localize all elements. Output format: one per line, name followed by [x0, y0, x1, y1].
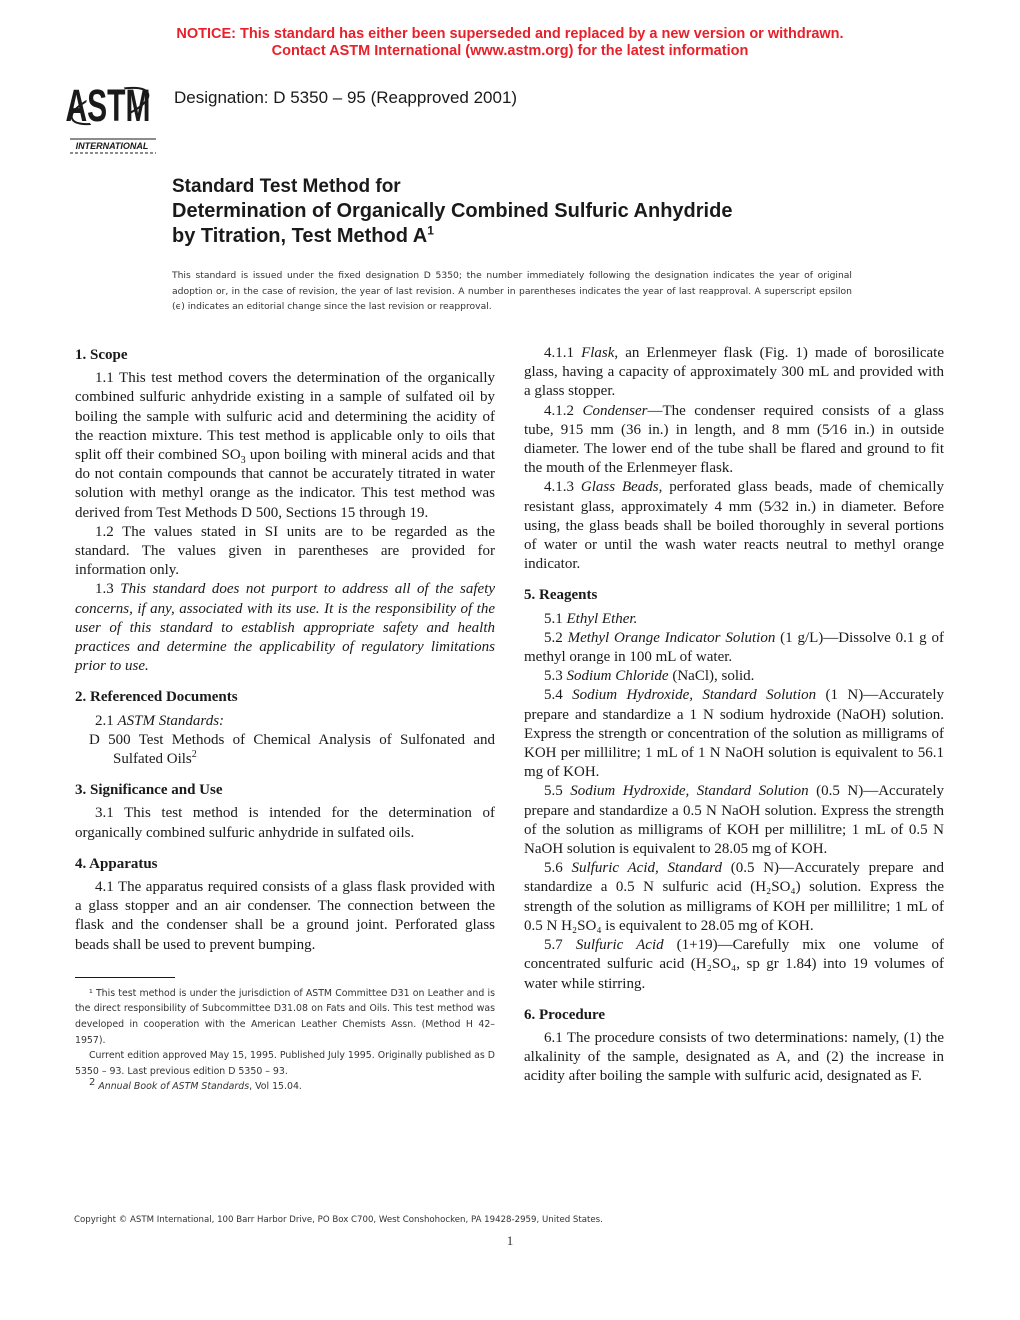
- paragraph-5-5: 5.5 Sodium Hydroxide, Standard Solution (0.5 N)—Accurately prepare and standardize a 0.5 N NaOH solution. Express the strength of the solution as milligrams of KOH per millilitre; 1 mL of 0.5 N NaOH solution is equivalent to 28.05 mg of KOH.: [524, 783, 944, 858]
- astm-logo-icon: [64, 76, 164, 156]
- paragraph-5-2: 5.2 Methyl Orange Indicator Solution (1 g/L)—Dissolve 0.1 g of methyl orange in 100 mL of water.: [524, 629, 944, 666]
- footnote-1-edition: Current edition approved May 15, 1995. Published July 1995. Originally published as D 5350 – 93. Last previous edition D 5350 – 93.: [75, 1050, 495, 1077]
- paragraph-5-7: 5.7 Sulfuric Acid (1+19)—Carefully mix one volume of concentrated sulfuric acid (H₂SO₄, sp gr 1.84) into 19 volumes of water while stirring.: [524, 937, 945, 992]
- document-title: [172, 174, 732, 249]
- notice-line-1: NOTICE: This standard has either been superseded and replaced by a new version or withdrawn.: [176, 26, 844, 42]
- page-number: 1: [506, 1233, 514, 1248]
- paragraph-1-3: 1.3 This standard does not purport to address all of the safety concerns, if any, associated with its use. It is the responsibility of the user of this standard to establish appropriate safety and health practices and determine the applicability of regulatory limitations prior to use.: [75, 581, 496, 675]
- right-column: [524, 344, 944, 1087]
- paragraph-5-1: 5.1 Ethyl Ether.: [544, 610, 638, 627]
- section-heading-scope: 1. Scope: [75, 347, 128, 363]
- paragraph-1-1: 1.1 This test method covers the determination of the organically combined sulfuric anhydride existing in a sample of sulfated oil by boiling the sample with sulfuric acid and determining the acidity of the reaction mixture. This test method is applicable only to oils that split off their combined $SO_3$ upon boiling with mineral acids and that do not contain compounds that cannot be accurately titrated in water solution with methyl orange as the indicator. This test method was derived from Test Methods D 500, Sections 15 through 19.: [75, 370, 495, 521]
- section-heading-apparatus: 4. Apparatus: [75, 855, 158, 872]
- paragraph-4-1: 4.1 The apparatus required consists of a glass flask provided with a glass stopper and an air condenser. The connection between the flask and the condenser shall be a ground joint. Perforated glass beads shall be used to prevent bumping.: [75, 879, 495, 953]
- left-column: [75, 344, 495, 1095]
- section-heading-significance: 3. Significance and Use: [75, 782, 223, 799]
- designation: Designation: D 5350 – 95 (Reapproved 2001): [174, 88, 518, 107]
- paragraph-6-1: 6.1 The procedure consists of two determinations: namely, (1) the alkalinity of the sample, designated as A, and (2) the increase in acidity after boiling the sample with sulfuric acid, designated as F.: [524, 1029, 944, 1085]
- notice-line-2: Contact ASTM International (www.astm.org) for the latest information: [271, 43, 749, 59]
- section-heading-reagents: 5. Reagents: [524, 587, 598, 604]
- section-heading-procedure: 6. Procedure: [524, 1006, 606, 1023]
- paragraph-3-1: 3.1 This test method is intended for the determination of organically combined sulfuric anhydride in sulfated oils.: [75, 805, 495, 841]
- footnote-divider: [75, 977, 175, 978]
- paragraph-5-3: 5.3 Sodium Chloride (NaCl), solid.: [544, 668, 755, 685]
- svg-text:ASTM: ASTM: [65, 80, 151, 132]
- paragraph-4-1-2: 4.1.2 Condenser—The condenser required consists of a glass tube, 915 mm (36 in.) in length, and 8 mm (5⁄16 in.) in outside diameter. The lower end of the tube shall be flared and ground to fit the mouth of the Erlenmeyer flask.: [524, 402, 944, 477]
- paragraph-2-1: 2.1 ASTM Standards:: [95, 712, 225, 729]
- preamble: This standard is issued under the fixed designation D 5350; the number immediately following the designation indicates the year of original adoption or, in the case of revision, the year of last revision. A number in parentheses indicates the year of last reapproval. A superscript epsilon (ϵ) indicates an editorial change since the last revision or reapproval.: [172, 270, 852, 312]
- title-line-3: by Titration, Test Method $A^1$: [172, 223, 434, 247]
- footnote-2: $^2$ Annual Book of ASTM Standards, Vol 15.04.: [89, 1077, 302, 1093]
- withdrawn-notice: [0, 26, 1020, 60]
- copyright-notice: Copyright © ASTM International, 100 Barr Harbor Drive, PO Box C700, West Conshohocken, PA 19428-2959, United States.: [74, 1215, 603, 1225]
- paragraph-4-1-1: 4.1.1 Flask, an Erlenmeyer flask (Fig. 1) made of borosilicate glass, having a capacity of approximately 300 mL and provided with a glass stopper.: [524, 345, 945, 400]
- footnote-1: ¹ This test method is under the jurisdiction of ASTM Committee D31 on Leather and is the direct responsibility of Subcommittee D31.08 on Fats and Oils. This test method was developed in cooperation with the American Leather Chemists Assn. (Method H 42–1957).: [75, 987, 495, 1046]
- paragraph-5-4: 5.4 Sodium Hydroxide, Standard Solution (1 N)—Accurately prepare and standardize a 1 N sodium hydroxide (NaOH) solution. Express the strength or concentration of the solution as milligrams of KOH per millilitre; 1 mL of 1 N NaOH solution is equivalent to 56.1 mg of KOH.: [524, 687, 944, 781]
- paragraph-4-1-3: 4.1.3 Glass Beads, perforated glass beads, made of chemically resistant glass, approximately 4 mm (5⁄32 in.) in diameter. Before using, the glass beads shall be boiled thoroughly in several portions of water or until the wash water reacts neutral to methyl orange indicator.: [524, 479, 945, 573]
- astm-logo: [64, 76, 164, 156]
- paragraph-1-2: 1.2 The values stated in SI units are to be regarded as the standard. The values given in parentheses are provided for information only.: [75, 523, 495, 579]
- section-heading-referenced-documents: 2. Referenced Documents: [75, 689, 238, 706]
- logo-subtitle: INTERNATIONAL: [75, 141, 149, 151]
- paragraph-5-6: 5.6 Sulfuric Acid, Standard (0.5 N)—Accurately prepare and standardize a 0.5 N sulfuric acid (H₂SO₄) solution. Express the strength of the solution as milligrams of KOH per millilitre; 1 mL of 0.5 N H₂SO₄ is equivalent to 28.05 mg of KOH.: [524, 860, 944, 934]
- title-line-2: Determination of Organically Combined Sulfuric Anhydride: [172, 200, 733, 222]
- footnotes: [75, 986, 495, 1095]
- reference-d500: D 500 Test Methods of Chemical Analysis of Sulfonated and Sulfated Oils$^2$: [89, 731, 495, 768]
- title-line-1: Standard Test Method for: [172, 176, 401, 197]
- title-footnote-ref: 1: [427, 223, 434, 238]
